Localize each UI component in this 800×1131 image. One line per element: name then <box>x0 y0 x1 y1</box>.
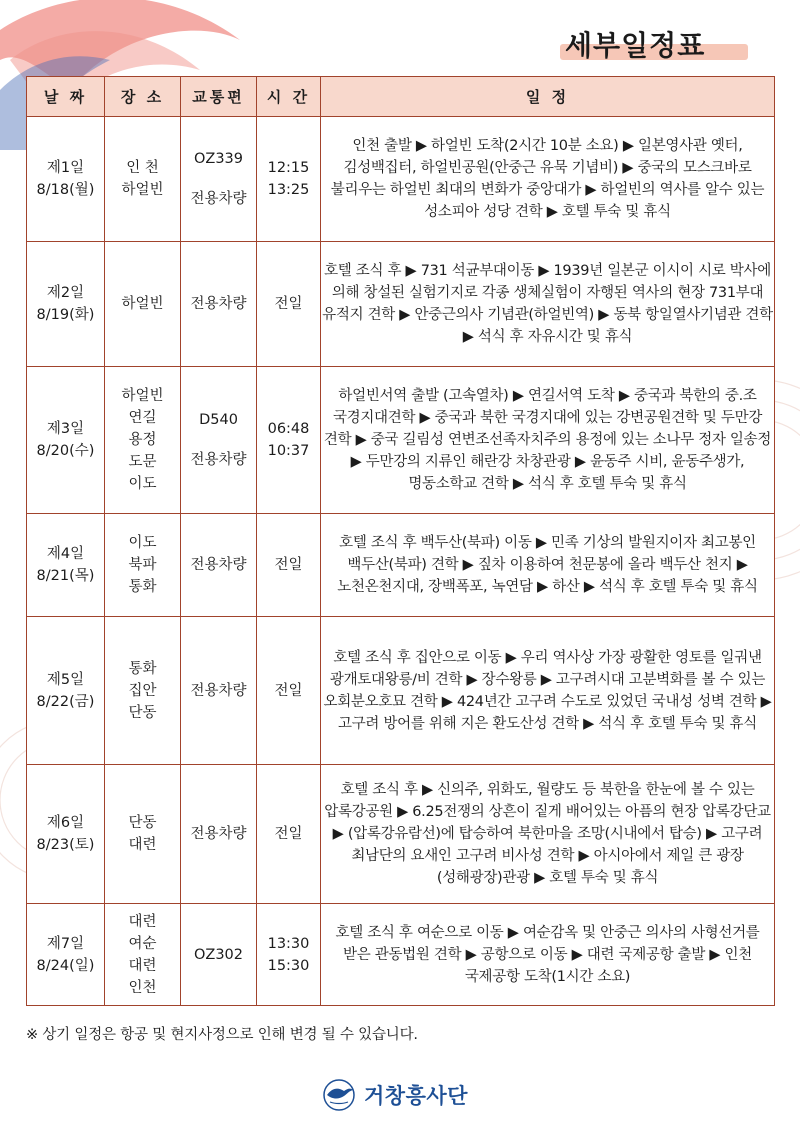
place-cell: 인 천 하얼빈 <box>105 117 181 242</box>
header-place: 장 소 <box>105 77 181 117</box>
transport-cell: 전용차량 <box>181 617 257 765</box>
schedule-note: ※ 상기 일정은 항공 및 현지사정으로 인해 변경 될 수 있습니다. <box>26 1027 418 1043</box>
brand-name: 거창흥사단 <box>364 1084 468 1108</box>
plan-cell: 호텔 조식 후 ▶ 731 석균부대이동 ▶ 1939년 일본군 이시이 시로 박사에 의해 창설된 실험기지로 각종 생체실험이 자행된 역사의 현장 731부대 유적지 견학 ▶ 안중근의사 기념관(하얼빈역) ▶ 동북 항일열사기념관 견학 ▶ 석식 후 자유시간 및 휴식 <box>321 242 775 367</box>
page-title: 세부일정표 <box>565 29 706 62</box>
date-cell: 제6일 8/23(토) <box>27 765 105 904</box>
header-schedule: 일 정 <box>321 77 775 117</box>
table-row <box>27 904 775 1006</box>
header-time: 시 간 <box>257 77 321 117</box>
place-cell: 통화 집안 단동 <box>105 617 181 765</box>
plan-cell: 호텔 조식 후 여순으로 이동 ▶ 여순감옥 및 안중근 의사의 사형선거를 받은 관동법원 견학 ▶ 공항으로 이동 ▶ 대련 국제공항 출발 ▶ 인천 국제공항 도착(1시간 소요) <box>321 904 775 1006</box>
table-row <box>27 242 775 367</box>
header-date: 날 짜 <box>27 77 105 117</box>
place-cell: 대련 여순 대련 인천 <box>105 904 181 1006</box>
brand-logo <box>322 1075 492 1115</box>
time-cell: 전일 <box>257 242 321 367</box>
time-cell: 전일 <box>257 765 321 904</box>
table-header-row <box>27 77 775 117</box>
plan-cell: 호텔 조식 후 ▶ 신의주, 위화도, 월량도 등 북한을 한눈에 볼 수 있는 압록강공원 ▶ 6.25전쟁의 상흔이 짙게 배어있는 아픔의 현장 압록강단교 ▶ (압록강유람선)에 탑승하여 북한마을 조망(시내에서 탑승) ▶ 고구려 최남단의 요새인 고구려 비사성 견학 ▶ 아시아에서 제일 큰 광장(성해광장)관광 ▶ 호텔 투숙 및 휴식 <box>321 765 775 904</box>
date-cell: 제7일 8/24(일) <box>27 904 105 1006</box>
transport-cell: OZ339 전용차량 <box>181 117 257 242</box>
plan-cell: 인천 출발 ▶ 하얼빈 도착(2시간 10분 소요) ▶ 일본영사관 옛터,김성백집터, 하얼빈공원(안중근 유묵 기념비) ▶ 중국의 모스크바로 불리우는 하얼빈 최대의 변화가 중앙대가 ▶ 하얼빈의 역사를 알수 있는 성소피아 성당 견학 ▶ 호텔 투숙 및 휴식 <box>321 117 775 242</box>
place-cell: 이도 북파 통화 <box>105 514 181 617</box>
plan-cell: 호텔 조식 후 백두산(북파) 이동 ▶ 민족 기상의 발원지이자 최고봉인 백두산(북파) 견학 ▶ 짚차 이용하여 천문봉에 올라 백두산 천지 ▶ 노천온천지대, 장백폭포, 녹연담 ▶ 하산 ▶ 석식 후 호텔 투숙 및 휴식 <box>321 514 775 617</box>
table-row <box>27 117 775 242</box>
place-cell: 하얼빈 연길 용정 도문 이도 <box>105 367 181 514</box>
time-cell: 12:15 13:25 <box>257 117 321 242</box>
place-cell: 단동 대련 <box>105 765 181 904</box>
date-cell: 제3일 8/20(수) <box>27 367 105 514</box>
time-cell: 06:48 10:37 <box>257 367 321 514</box>
table-row <box>27 765 775 904</box>
table-row <box>27 367 775 514</box>
plan-cell: 하얼빈서역 출발 (고속열차) ▶ 연길서역 도착 ▶ 중국과 북한의 중.조 국경지대견학 ▶ 중국과 북한 국경지대에 있는 강변공원견학 및 두만강 견학 ▶ 중국 길림성 연변조선족자치주의 용정에 있는 소나무 정자 일송정 ▶ 두만강의 지류인 해란강 차창관광 ▶ 윤동주 시비, 윤동주생가,명동소학교 견학 ▶ 석식 후 호텔 투숙 및 휴식 <box>321 367 775 514</box>
date-cell: 제5일 8/22(금) <box>27 617 105 765</box>
transport-cell: D540 전용차량 <box>181 367 257 514</box>
date-cell: 제1일 8/18(월) <box>27 117 105 242</box>
transport-cell: 전용차량 <box>181 765 257 904</box>
transport-cell: OZ302 <box>181 904 257 1006</box>
table-row <box>27 617 775 765</box>
date-cell: 제4일 8/21(목) <box>27 514 105 617</box>
plan-cell: 호텔 조식 후 집안으로 이동 ▶ 우리 역사상 가장 광활한 영토를 일궈낸 광개토대왕릉/비 견학 ▶ 장수왕릉 ▶ 고구려시대 고분벽화를 볼 수 있는 오회분오호묘 견학 ▶ 424년간 고구려 수도로 있었던 국내성 성벽 견학 ▶ 고구려 방어를 위해 지은 환도산성 견학 ▶ 석식 후 호텔 투숙 및 휴식 <box>321 617 775 765</box>
dove-globe-icon <box>322 1078 356 1112</box>
schedule-table <box>26 76 775 1006</box>
header-transport: 교통편 <box>181 77 257 117</box>
time-cell: 전일 <box>257 617 321 765</box>
time-cell: 13:30 15:30 <box>257 904 321 1006</box>
transport-cell: 전용차량 <box>181 242 257 367</box>
table-row <box>27 514 775 617</box>
date-cell: 제2일 8/19(화) <box>27 242 105 367</box>
place-cell: 하얼빈 <box>105 242 181 367</box>
transport-cell: 전용차량 <box>181 514 257 617</box>
time-cell: 전일 <box>257 514 321 617</box>
